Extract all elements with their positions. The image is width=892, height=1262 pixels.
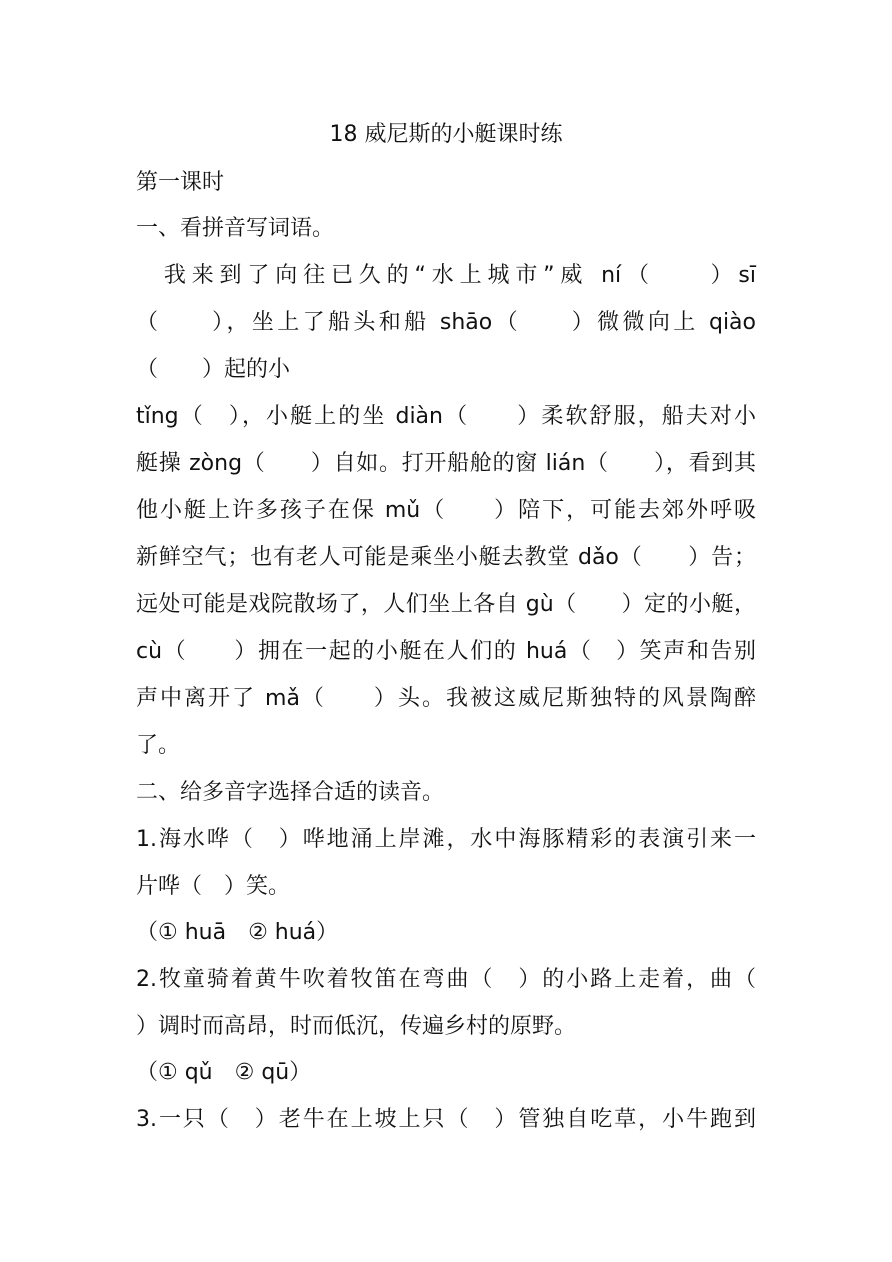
- section-1-heading: 一、看拼音写词语。: [136, 216, 335, 241]
- paragraph-line: tǐng（ ），小艇上的坐 diàn（ ）柔软舒服，船夫对小: [136, 404, 756, 429]
- paragraph-line: 新鲜空气；也有老人可能是乘坐小艇去教堂 dǎo（ ）告；: [136, 545, 756, 570]
- answer-options: （① qǔ ② qū）: [136, 1060, 312, 1085]
- paragraph-line: 了。: [136, 733, 181, 758]
- paragraph-line: 他小艇上许多孩子在保 mǔ（ ）陪下，可能去郊外呼吸: [136, 498, 756, 523]
- paragraph-line: 我来到了向往已久的“水上城市”威 ní（ ）sī: [136, 263, 756, 288]
- paragraph-line: 艇操 zòng（ ）自如。打开船舱的窗 lián（ ），看到其: [136, 451, 756, 476]
- paragraph-line: cù（ ）拥在一起的小艇在人们的 huá（ ）笑声和告别: [136, 639, 756, 664]
- question-line: 2.牧童骑着黄牛吹着牧笛在弯曲（ ）的小路上走着，曲（: [136, 967, 756, 992]
- paragraph-line: 声中离开了 mǎ（ ）头。我被这威尼斯独特的风景陶醉: [136, 686, 756, 711]
- answer-options: （① huā ② huá）: [136, 920, 339, 945]
- question-line: 片哗（ ）笑。: [136, 874, 291, 899]
- question-line: 1.海水哗（ ）哗地涌上岸滩，水中海豚精彩的表演引来一: [136, 827, 756, 852]
- paragraph-line: （ ）起的小: [136, 357, 291, 382]
- page-title: 18 威尼斯的小艇课时练: [329, 122, 563, 147]
- lesson-subtitle: 第一课时: [136, 170, 225, 195]
- question-line: 3.一只（ ）老牛在上坡上只（ ）管独自吃草，小牛跑到: [136, 1107, 756, 1132]
- question-line: ）调时而高昂，时而低沉，传遍乡村的原野。: [136, 1014, 577, 1039]
- paragraph-line: 远处可能是戏院散场了，人们坐上各自 gù（ ）定的小艇，: [136, 592, 756, 617]
- section-2-heading: 二、给多音字选择合适的读音。: [136, 780, 445, 805]
- paragraph-line: （ ），坐上了船头和船 shāo（ ）微微向上 qiào: [136, 310, 756, 335]
